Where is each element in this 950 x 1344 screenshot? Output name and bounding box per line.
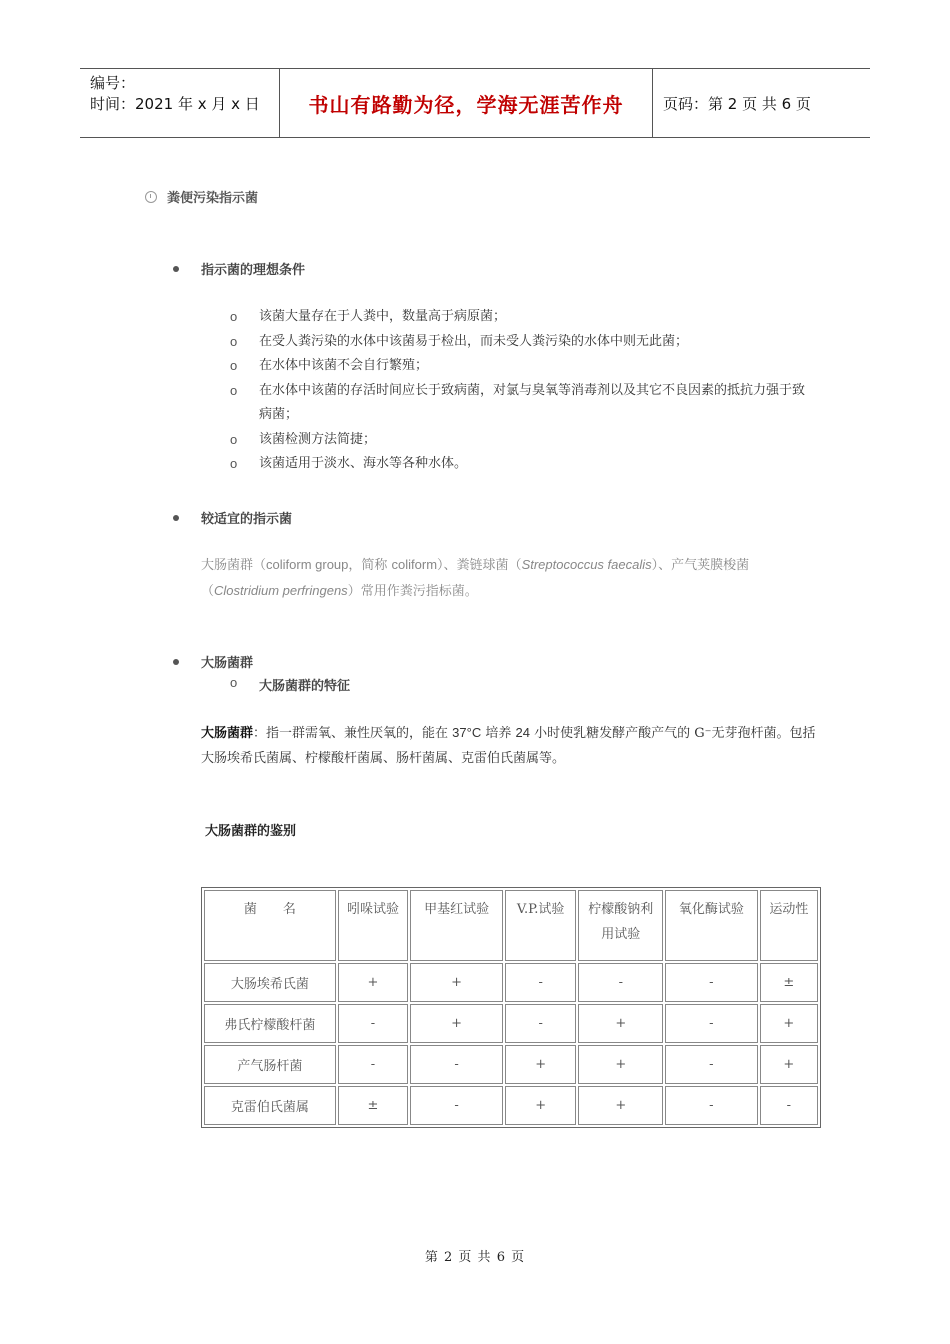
coliform-subheading-text: 大肠菌群的特征	[259, 679, 351, 694]
table-cell: +	[505, 1086, 577, 1125]
ideal-list	[230, 305, 815, 477]
table-cell: +	[410, 1004, 503, 1043]
table-cell: +	[578, 1086, 663, 1125]
table-cell: -	[760, 1086, 818, 1125]
table-cell: ±	[338, 1086, 409, 1125]
section-title	[145, 187, 258, 206]
table-row	[204, 1045, 818, 1084]
table-cell: -	[665, 1045, 758, 1084]
table-cell: 大肠埃希氏菌	[204, 963, 336, 1002]
document-header	[80, 68, 870, 138]
table-cell: -	[338, 1045, 409, 1084]
list-item: o 该菌适用于淡水、海水等各种水体。	[230, 452, 815, 477]
list-item: o 在水体中该菌不会自行繁殖；	[230, 354, 815, 379]
table-cell: +	[338, 963, 409, 1002]
table-cell: +	[760, 1004, 818, 1043]
table-cell: -	[665, 963, 758, 1002]
time-label: 时间：2021 年 x 月 x 日	[90, 95, 260, 113]
table-header-cell: 菌 名	[204, 890, 336, 961]
ideal-heading-text: 指示菌的理想条件	[201, 263, 306, 278]
table-header-cell: 柠檬酸钠利用试验	[578, 890, 663, 961]
suitable-paragraph: 大肠菌群（coliform group，简称 coliform）、粪链球菌（Streptococcus faecalis）、产气荚膜梭菌（Clostridium perfringens）常用作粪污指标菌。	[201, 557, 750, 599]
coliform-subheading	[230, 675, 350, 694]
page-label: 页码：第 2 页 共 6 页	[663, 94, 811, 113]
motto: 书山有路勤为径，学海无涯苦作舟	[280, 69, 653, 137]
table-header-cell: 运动性	[760, 890, 818, 961]
table-header-cell: 氧化酶试验	[665, 890, 758, 961]
table-cell: +	[578, 1004, 663, 1043]
bullet-icon	[173, 659, 179, 665]
header-meta	[80, 69, 280, 137]
table-cell: +	[760, 1045, 818, 1084]
table-cell: 弗氏柠檬酸杆菌	[204, 1004, 336, 1043]
clock-icon	[145, 191, 157, 203]
table-cell: -	[665, 1004, 758, 1043]
circle-bullet-icon: o	[230, 309, 238, 324]
suitable-heading-text: 较适宜的指示菌	[201, 512, 293, 527]
table-row	[204, 1086, 818, 1125]
coliform-definition: 大肠菌群：指一群需氧、兼性厌氧的，能在 37°C 培养 24 小时使乳糖发酵产酸产气的 G⁻无芽孢杆菌。包括大肠埃希氏菌属、柠檬酸杆菌属、肠杆菌属、克雷伯氏菌属等。	[201, 725, 816, 766]
coliform-heading-text: 大肠菌群	[201, 656, 254, 671]
circle-bullet-icon: o	[230, 675, 238, 690]
table-header-cell: 甲基红试验	[410, 890, 503, 961]
table-header-cell: 吲哚试验	[338, 890, 409, 961]
table-cell: -	[578, 963, 663, 1002]
table-cell: +	[578, 1045, 663, 1084]
table-cell: -	[410, 1045, 503, 1084]
table-cell: -	[410, 1086, 503, 1125]
page-footer: 第 2 页 共 6 页	[424, 1250, 526, 1265]
table-cell: -	[505, 1004, 577, 1043]
table-cell: -	[338, 1004, 409, 1043]
section-title-text: 粪便污染指示菌	[167, 191, 259, 206]
table-cell: +	[505, 1045, 577, 1084]
bullet-icon	[173, 515, 179, 521]
table-row	[204, 963, 818, 1002]
circle-bullet-icon: o	[230, 456, 238, 471]
table-header-cell: V.P.试验	[505, 890, 577, 961]
table-row	[204, 1004, 818, 1043]
list-item: o 在受人粪污染的水体中该菌易于检出，而未受人粪污染的水体中则无此菌；	[230, 330, 815, 355]
circle-bullet-icon: o	[230, 358, 238, 373]
list-item: o 该菌大量存在于人粪中，数量高于病原菌；	[230, 305, 815, 330]
table-title: 大肠菌群的鉴别	[205, 824, 297, 839]
list-item: o 在水体中该菌的存活时间应长于致病菌，对氯与臭氧等消毒剂以及其它不良因素的抵抗力强于致病菌；	[230, 379, 815, 428]
circle-bullet-icon: o	[230, 382, 238, 398]
coliform-heading	[173, 652, 253, 671]
table-header-row	[204, 890, 818, 961]
bullet-icon	[173, 266, 179, 272]
table-cell: ±	[760, 963, 818, 1002]
identification-table	[201, 887, 821, 1128]
table-cell: -	[665, 1086, 758, 1125]
table-cell: 克雷伯氏菌属	[204, 1086, 336, 1125]
circle-bullet-icon: o	[230, 431, 238, 447]
circle-bullet-icon: o	[230, 333, 238, 349]
list-item: o 该菌检测方法简捷；	[230, 428, 815, 453]
table-cell: 产气肠杆菌	[204, 1045, 336, 1084]
table-cell: +	[410, 963, 503, 1002]
ideal-heading	[173, 259, 305, 278]
number-label: 编号：	[90, 74, 136, 92]
suitable-heading	[173, 508, 292, 527]
table-cell: -	[505, 963, 577, 1002]
